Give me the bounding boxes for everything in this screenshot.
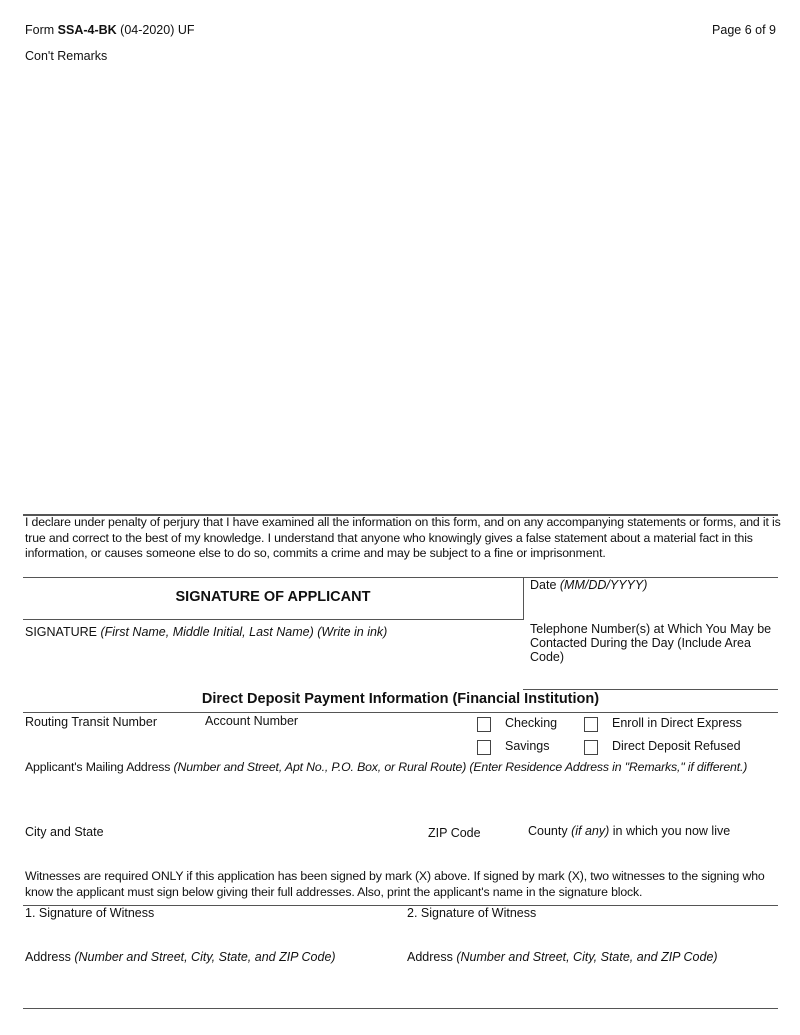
witness-notice: Witnesses are required ONLY if this application has been signed by mark (X) above. If signed by mark (X), two witnesses to the signing who know the applicant must sign below giving their full addresses. Also, print the applicant's name in the signature block. <box>25 869 765 899</box>
signature-label: SIGNATURE <box>25 625 101 639</box>
witness-1-signature-field[interactable]: 1. Signature of Witness <box>25 906 155 920</box>
form-number: SSA-4-BK <box>57 23 117 37</box>
section-title: Con't Remarks <box>25 49 108 63</box>
direct-deposit-heading: Direct Deposit Payment Information (Financial Institution) <box>201 691 600 707</box>
form-prefix: Form <box>25 23 58 37</box>
routing-number-field[interactable]: Routing Transit Number <box>25 715 158 729</box>
enroll-direct-express-checkbox[interactable] <box>584 717 598 732</box>
date-label: Date <box>530 578 560 592</box>
signature-hint: (First Name, Middle Initial, Last Name) (Write in ink) <box>100 625 388 639</box>
form-id <box>25 23 195 38</box>
phone-field[interactable]: Telephone Number(s) at Which You May be Contacted During the Day (Include Area Code) <box>530 622 772 664</box>
address-hint: (Number and Street, City, State, and ZIP Code) <box>456 950 718 964</box>
date-format: (MM/DD/YYYY) <box>559 578 648 592</box>
witness-2-address-field[interactable] <box>407 950 718 965</box>
form-revision: (04-2020) UF <box>116 23 195 37</box>
divider <box>23 619 523 620</box>
zip-code-field[interactable]: ZIP Code <box>428 826 481 840</box>
divider <box>23 1008 778 1009</box>
divider <box>523 577 524 620</box>
county-label: County <box>528 824 572 838</box>
address-label: Address <box>25 950 75 964</box>
declaration-text: I declare under penalty of perjury that I have examined all the information on this form, and on any accompanying statements or forms, and it is true and correct to the best of my knowledge. I understand that anyone who knowingly gives a false statement about a material fact in this information, or causes someone else to do so, commits a crime and may be subject to a fine or imprisonment. <box>25 515 781 560</box>
direct-deposit-refused-checkbox[interactable] <box>584 740 598 755</box>
date-field[interactable] <box>530 578 647 593</box>
witness-2-signature-field[interactable]: 2. Signature of Witness <box>407 906 537 920</box>
address-hint: (Number and Street, City, State, and ZIP Code) <box>74 950 336 964</box>
county-field[interactable] <box>528 824 730 839</box>
account-number-field[interactable]: Account Number <box>205 714 299 728</box>
page-number: Page 6 of 9 <box>712 23 776 37</box>
checking-label: Checking <box>505 716 558 730</box>
mailing-address-label: Applicant's Mailing Address <box>25 760 174 774</box>
savings-checkbox[interactable] <box>477 740 491 755</box>
signature-heading: SIGNATURE OF APPLICANT <box>175 589 371 605</box>
checking-checkbox[interactable] <box>477 717 491 732</box>
county-hint: (if any) <box>571 824 610 838</box>
city-state-field[interactable]: City and State <box>25 825 104 839</box>
county-suffix: in which you now live <box>609 824 731 838</box>
mailing-address-field[interactable] <box>25 760 775 776</box>
savings-label: Savings <box>505 739 550 753</box>
divider <box>523 689 778 690</box>
witness-1-address-field[interactable] <box>25 950 336 965</box>
address-label: Address <box>407 950 457 964</box>
mailing-address-hint: (Number and Street, Apt No., P.O. Box, or Rural Route) (Enter Residence Address in "Remarks," if different.) <box>173 760 748 774</box>
signature-field[interactable] <box>25 625 387 640</box>
direct-deposit-refused-label: Direct Deposit Refused <box>612 739 741 753</box>
enroll-direct-express-label: Enroll in Direct Express <box>612 716 742 730</box>
divider <box>23 577 778 578</box>
divider <box>23 712 778 713</box>
